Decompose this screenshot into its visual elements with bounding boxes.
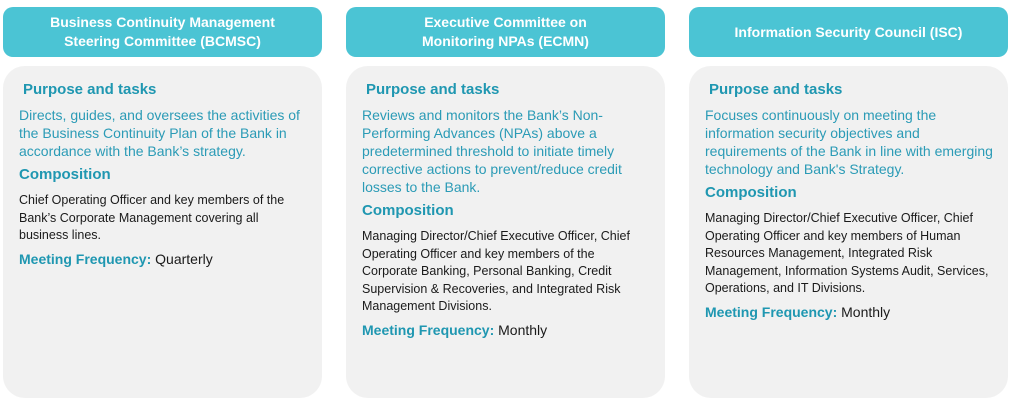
purpose-heading: Purpose and tasks	[709, 81, 843, 98]
committee-card	[346, 66, 665, 398]
composition-heading: Composition	[705, 184, 797, 201]
composition-text: Chief Operating Officer and key members of the Bank’s Corporate Management covering all business lines.	[19, 193, 285, 242]
meeting-frequency-label: Meeting Frequency:	[19, 250, 152, 267]
purpose-text: Reviews and monitors the Bank’s Non-Performing Advances (NPAs) above a predetermined threshold to initiate timely corrective actions to prevent/reduce credit losses to the Bank.	[362, 107, 622, 195]
committee-column-isc	[689, 7, 1008, 398]
committee-title: Information Security Council (ISC)	[689, 7, 1008, 57]
purpose-heading: Purpose and tasks	[23, 81, 157, 98]
composition-text: Managing Director/Chief Executive Officer, Chief Operating Officer and key members of the Corporate Banking, Personal Banking, Credit Supervision & Recoveries, and Integrated Risk Management Divisions.	[362, 229, 630, 313]
committee-column-ecmn	[346, 7, 665, 398]
committee-title: Business Continuity Management Steering Committee (BCMSC)	[3, 7, 322, 57]
purpose-text: Directs, guides, and oversees the activities of the Business Continuity Plan of the Bank in accordance with the Bank’s strategy.	[19, 107, 300, 159]
meeting-frequency	[362, 321, 651, 340]
committee-card	[3, 66, 322, 398]
committee-title: Executive Committee on Monitoring NPAs (ECMN)	[346, 7, 665, 57]
committee-column-bcmsc	[3, 7, 322, 398]
meeting-frequency-label: Meeting Frequency:	[705, 303, 838, 320]
composition-heading: Composition	[362, 202, 454, 219]
meeting-frequency	[19, 250, 308, 269]
meeting-frequency	[705, 303, 994, 322]
composition-heading: Composition	[19, 166, 111, 183]
composition-text: Managing Director/Chief Executive Officer, Chief Operating Officer and key members of Human Resources Management, Integrated Risk Management, Information Systems Audit, Services, Operations, and IT Divisions.	[705, 211, 989, 295]
meeting-frequency-value: Quarterly	[155, 250, 213, 267]
purpose-text: Focuses continuously on meeting the information security objectives and requirements of the Bank in line with emerging technology and Bank's Strategy.	[705, 107, 993, 177]
meeting-frequency-value: Monthly	[498, 321, 548, 338]
committee-card	[689, 66, 1008, 398]
meeting-frequency-label: Meeting Frequency:	[362, 321, 495, 338]
purpose-heading: Purpose and tasks	[366, 81, 500, 98]
meeting-frequency-value: Monthly	[841, 303, 891, 320]
